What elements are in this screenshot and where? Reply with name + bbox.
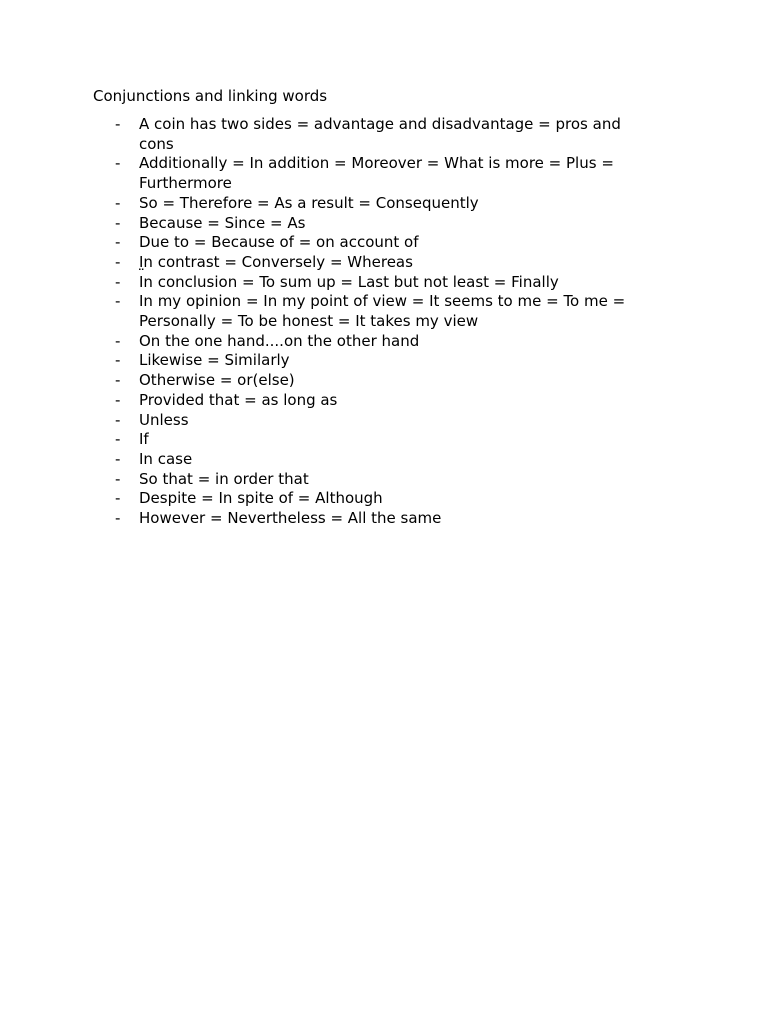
list-item xyxy=(0,391,768,411)
list-item-text: Despite = In spite of = Although xyxy=(139,489,383,508)
list-bullet: - xyxy=(115,154,121,173)
list-bullet: - xyxy=(115,351,121,370)
list-item xyxy=(0,450,768,470)
list-bullet: - xyxy=(115,193,121,212)
list-bullet: - xyxy=(115,213,121,232)
list-bullet: - xyxy=(115,469,121,488)
list-item xyxy=(0,154,768,193)
list-item-text: On the one hand....on the other hand xyxy=(139,331,420,350)
list-bullet: - xyxy=(115,489,121,508)
list-item-text: Additionally = In addition = Moreover = What is more = Plus = Furthermore xyxy=(139,154,614,193)
list-bullet: - xyxy=(115,272,121,291)
list-item xyxy=(0,115,768,154)
list-item-text: I̤n contrast = Conversely = Whereas xyxy=(139,252,413,271)
list-item xyxy=(0,233,768,253)
list-item-text: Because = Since = As xyxy=(139,213,306,232)
list-item xyxy=(0,351,768,371)
list-bullet: - xyxy=(115,509,121,528)
list-item-text: So that = in order that xyxy=(139,469,309,488)
list-item-text: A coin has two sides = advantage and disadvantage = pros and cons xyxy=(139,115,621,153)
document-title: Conjunctions and linking words xyxy=(93,87,328,105)
list-item xyxy=(0,253,768,273)
list-item xyxy=(0,489,768,509)
list-item-text: Due to = Because of = on account of xyxy=(139,233,419,252)
list-bullet: - xyxy=(115,449,121,468)
list-item-text: If xyxy=(139,430,149,449)
linking-words-list xyxy=(0,115,768,529)
list-item xyxy=(0,470,768,490)
list-bullet: - xyxy=(115,430,121,449)
list-item-text: In my opinion = In my point of view = It seems to me = To me = Personally = To be honest = It takes my view xyxy=(139,292,626,331)
list-bullet: - xyxy=(115,252,121,271)
list-item-text: In conclusion = To sum up = Last but not least = Finally xyxy=(139,272,559,291)
list-bullet: - xyxy=(115,410,121,429)
list-item-text: In case xyxy=(139,449,193,468)
list-bullet: - xyxy=(115,371,121,390)
list-bullet: - xyxy=(115,233,121,252)
list-item xyxy=(0,411,768,431)
list-item xyxy=(0,273,768,293)
list-item xyxy=(0,371,768,391)
list-item xyxy=(0,430,768,450)
list-item xyxy=(0,292,768,331)
list-item-text: Unless xyxy=(139,410,189,429)
list-item-text: However = Nevertheless = All the same xyxy=(139,509,442,528)
list-item-text: Likewise = Similarly xyxy=(139,351,290,370)
list-bullet: - xyxy=(115,115,121,133)
list-item-text: Provided that = as long as xyxy=(139,390,338,409)
list-item xyxy=(0,332,768,352)
list-item xyxy=(0,214,768,234)
list-item xyxy=(0,194,768,214)
list-item-text: Otherwise = or(else) xyxy=(139,371,295,390)
list-item xyxy=(0,509,768,529)
list-bullet: - xyxy=(115,331,121,350)
list-bullet: - xyxy=(115,292,121,311)
list-bullet: - xyxy=(115,390,121,409)
list-item-text: So = Therefore = As a result = Consequently xyxy=(139,193,479,212)
